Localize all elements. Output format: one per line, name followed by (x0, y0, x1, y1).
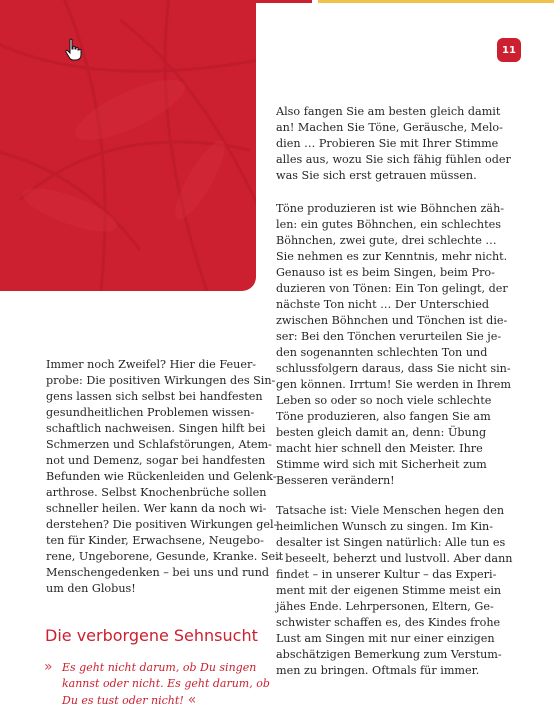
strip-segment-red (256, 0, 312, 3)
text-line: nächste Ton nicht … Der Unterschied (276, 298, 490, 311)
quote-line: kannst oder nicht. Es geht darum, ob (62, 677, 270, 690)
right-paragraph-3 (276, 503, 512, 679)
text-line: ser: Bei den Tönchen verurteilen Sie je- (276, 330, 502, 343)
text-line: not und Demenz, sogar bei handfesten (46, 454, 266, 467)
text-line: findet – in unserer Kultur – das Experi- (276, 568, 497, 581)
text-line: Besseren verändern! (276, 474, 395, 487)
text-line: ment mit der eigenen Stimme meist ein (276, 584, 502, 597)
quote-line-last (46, 692, 270, 709)
text-line: jähes Ende. Lehrpersonen, Eltern, Ge- (276, 600, 494, 613)
text-line: Lust am Singen mit nur einer einzigen (276, 632, 495, 645)
quote-open-mark: » (44, 659, 53, 675)
hand-pointer-cursor-icon (64, 38, 82, 62)
right-paragraph-2 (276, 201, 511, 489)
text-line: schlussfolgern daraus, dass Sie nicht sin- (276, 362, 511, 375)
text-line: alles aus, wozu Sie sich fähig fühlen oder (276, 153, 511, 166)
text-line: probe: Die positiven Wirkungen des Sin- (46, 374, 276, 387)
text-line: was Sie sich erst getrauen müssen. (276, 169, 477, 182)
text-line: gen können. Irrtum! Sie werden in Ihrem (276, 378, 511, 391)
page-number-badge: 11 (497, 38, 521, 62)
pull-quote (46, 660, 270, 709)
left-body-paragraph (46, 357, 283, 597)
leaf-texture-pattern (0, 0, 256, 291)
text-line: ten für Kinder, Erwachsene, Neugebo- (46, 534, 264, 547)
text-line: macht hier schnell den Meister. Ihre (276, 442, 483, 455)
text-line: Töne produzieren, also fangen Sie am (276, 410, 491, 423)
quote-line-text: Du es tust oder nicht! (62, 694, 184, 707)
text-line: men zu bringen. Oftmals für immer. (276, 664, 480, 677)
text-line: Schmerzen und Schlafstörungen, Atem- (46, 438, 272, 451)
text-line: den sogenannten schlechten Ton und (276, 346, 488, 359)
text-line: Also fangen Sie am besten gleich damit (276, 105, 501, 118)
text-line: heimlichen Wunsch zu singen. Im Kin- (276, 520, 494, 533)
text-line: Immer noch Zweifel? Hier die Feuer- (46, 358, 257, 371)
text-line: Sie nehmen es zur Kenntnis, mehr nicht. (276, 250, 508, 263)
text-line: Stimme wird sich mit Sicherheit zum (276, 458, 487, 471)
text-line: abschätzigen Bemerkung zum Verstum- (276, 648, 502, 661)
text-line: um den Globus! (46, 582, 136, 595)
text-line: Tatsache ist: Viele Menschen hegen den (276, 504, 505, 517)
text-line: rene, Ungeborene, Gesunde, Kranke. Seit (46, 550, 284, 563)
text-line: gens lassen sich selbst bei handfesten (46, 390, 263, 403)
strip-segment-yellow (318, 0, 554, 3)
section-heading: Die verborgene Sehnsucht (45, 626, 258, 645)
text-line: besten gleich damit an, denn: Übung (276, 426, 487, 439)
red-image-panel (0, 0, 256, 291)
text-line: Genauso ist es beim Singen, beim Pro- (276, 266, 495, 279)
text-line: Böhnchen, zwei gute, drei schlechte … (276, 234, 497, 247)
text-line: duzieren von Tönen: Ein Ton gelingt, der (276, 282, 508, 295)
text-line: gesundheitlichen Problemen wissen- (46, 406, 255, 419)
quote-line: Es geht nicht darum, ob Du singen (62, 661, 257, 674)
text-line: schneller heilen. Wer kann da noch wi- (46, 502, 267, 515)
right-paragraph-1 (276, 104, 511, 184)
text-line: arthrose. Selbst Knochenbrüche sollen (46, 486, 267, 499)
text-line: dien … Probieren Sie mit Ihrer Stimme (276, 137, 499, 150)
text-line: schwister schaffen es, des Kindes frohe (276, 616, 501, 629)
text-line: Töne produzieren ist wie Böhnchen zäh- (276, 202, 505, 215)
text-line: Befunden wie Rückenleiden und Gelenk- (46, 470, 277, 483)
text-line: derstehen? Die positiven Wirkungen gel- (46, 518, 278, 531)
quote-close-mark: « (187, 692, 197, 708)
text-line: schaftlich nachweisen. Singen hilft bei (46, 422, 266, 435)
text-line: an! Machen Sie Töne, Geräusche, Melo- (276, 121, 503, 134)
text-line: Leben so oder so noch viele schlechte (276, 394, 492, 407)
text-line: – beseelt, beherzt und lustvoll. Aber dann (276, 552, 513, 565)
text-line: Menschengedenken – bei uns und rund (46, 566, 270, 579)
text-line: len: ein gutes Böhnchen, ein schlechtes (276, 218, 501, 231)
text-line: desalter ist Singen natürlich: Alle tun es (276, 536, 506, 549)
text-line: zwischen Böhnchen und Tönchen ist die- (276, 314, 508, 327)
